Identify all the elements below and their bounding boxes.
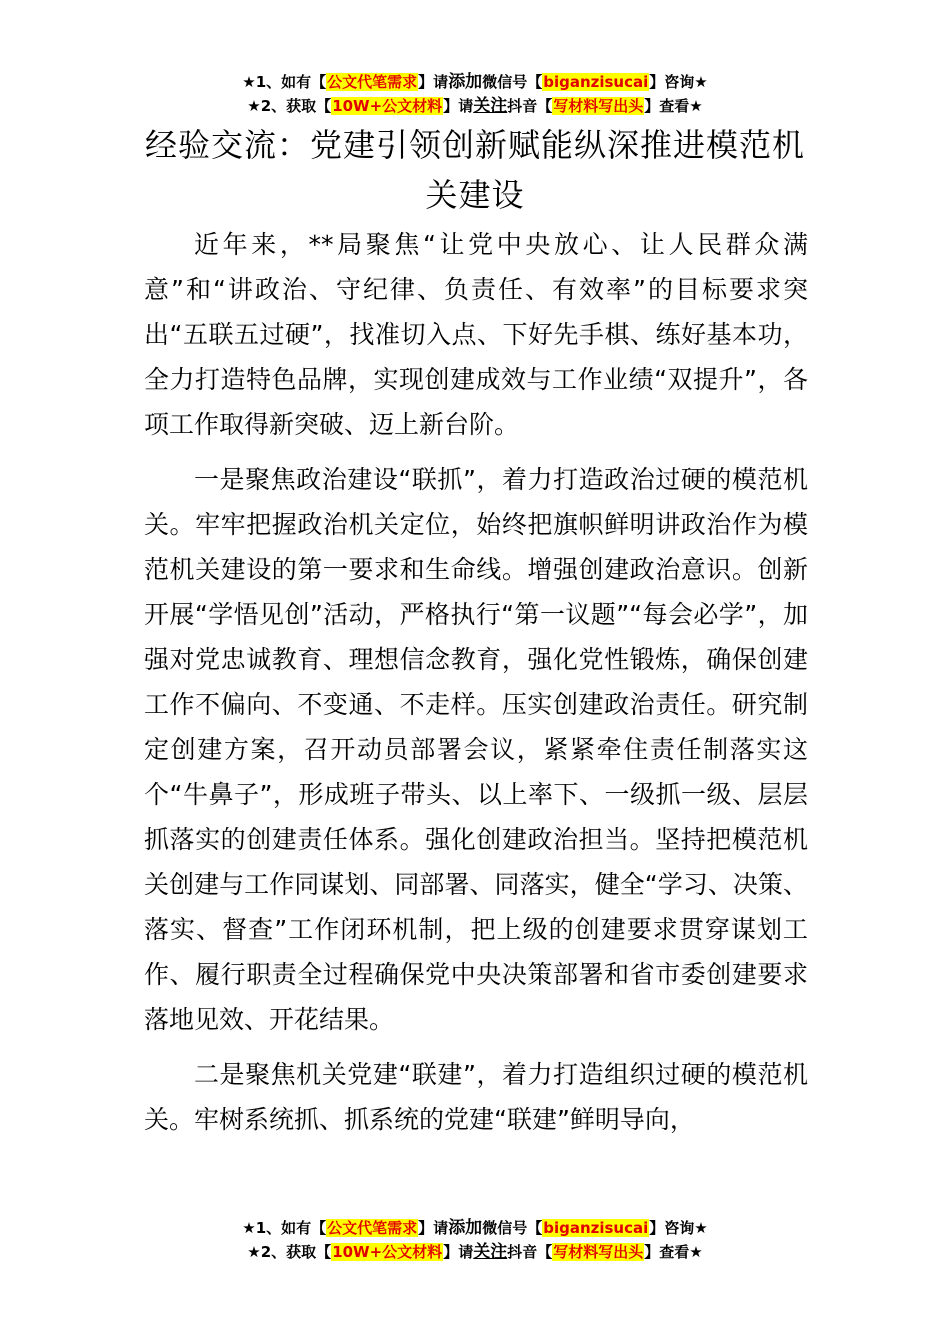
banner-text: 】请: [418, 1219, 449, 1237]
banner-text: ★2、获取【: [247, 97, 332, 115]
banner-highlight-materials: 10W+公文材料: [332, 97, 443, 115]
banner-text: 】请: [443, 1243, 474, 1261]
banner-highlight-service: 公文代笔需求: [327, 73, 418, 91]
banner-text: 】查看★: [644, 97, 703, 115]
banner-text: ★1、如有【: [242, 73, 327, 91]
banner-text: ★1、如有【: [242, 1219, 327, 1237]
banner-text: 抖音【: [507, 97, 553, 115]
banner-emphasis: 关注: [473, 1242, 508, 1262]
banner-text: 】请: [443, 97, 474, 115]
paragraph-political-building: 一是聚焦政治建设“联抓”，着力打造政治过硬的模范机关。牢牢把握政治机关定位，始终把旗帜鲜明讲政治作为模范机关建设的第一要求和生命线。增强创建政治意识。创新开展“学悟见创”活动，严格执行“第一议题”“每会必学”，加强对党忠诚教育、理想信念教育，强化党性锻炼，确保创建工作不偏向、不变通、不走样。压实创建政治责任。研究制定创建方案，召开动员部署会议，紧紧牵住责任制落实这个“牛鼻子”，形成班子带头、以上率下、一级抓一级、层层抓落实的创建责任体系。强化创建政治担当。坚持把模范机关创建与工作同谋划、同部署、同落实，健全“学习、决策、落实、督查”工作闭环机制，把上级的创建要求贯穿谋划工作、履行职责全过程确保党中央决策部署和省市委创建要求落地见效、开花结果。: [144, 465, 808, 1034]
banner-text: 抖音【: [507, 1243, 553, 1261]
banner-text: 】查看★: [644, 1243, 703, 1261]
banner-text: 】咨询★: [649, 1219, 708, 1237]
document-title: 经验交流：党建引领创新赋能纵深推进模范机关建设: [144, 126, 805, 214]
banner-text: 】请: [418, 73, 449, 91]
banner-text: 】咨询★: [649, 73, 708, 91]
banner-line-2: [0, 94, 950, 118]
banner-line-1: [0, 70, 950, 94]
banner-emphasis: 添加: [448, 72, 483, 92]
footer-banner: [0, 1216, 950, 1264]
banner-text: ★2、获取【: [247, 1243, 332, 1261]
header-banner: [0, 70, 950, 118]
banner-emphasis: 关注: [473, 96, 508, 116]
banner-highlight-service: 公文代笔需求: [327, 1219, 418, 1237]
banner-highlight-wechat-id: biganzisucai: [543, 73, 649, 91]
banner-emphasis: 添加: [448, 1218, 483, 1238]
banner-line-1: [0, 1216, 950, 1240]
banner-highlight-wechat-id: biganzisucai: [543, 1219, 649, 1237]
paragraph-intro: 近年来，**局聚焦“让党中央放心、让人民群众满意”和“讲政治、守纪律、负责任、有效率”的目标要求突出“五联五过硬”，找准切入点、下好先手棋、练好基本功，全力打造特色品牌，实现创建成效与工作业绩“双提升”，各项工作取得新突破、迈上新台阶。: [144, 230, 808, 439]
banner-line-2: [0, 1240, 950, 1264]
banner-text: 微信号【: [482, 73, 543, 91]
paragraph-party-building: 二是聚焦机关党建“联建”，着力打造组织过硬的模范机关。牢树系统抓、抓系统的党建“联建”鲜明导向，: [144, 1060, 808, 1134]
banner-highlight-douyin: 写材料写出头: [553, 1243, 644, 1261]
document-body: [144, 222, 808, 1152]
banner-text: 微信号【: [482, 1219, 543, 1237]
banner-highlight-douyin: 写材料写出头: [553, 97, 644, 115]
banner-highlight-materials: 10W+公文材料: [332, 1243, 443, 1261]
